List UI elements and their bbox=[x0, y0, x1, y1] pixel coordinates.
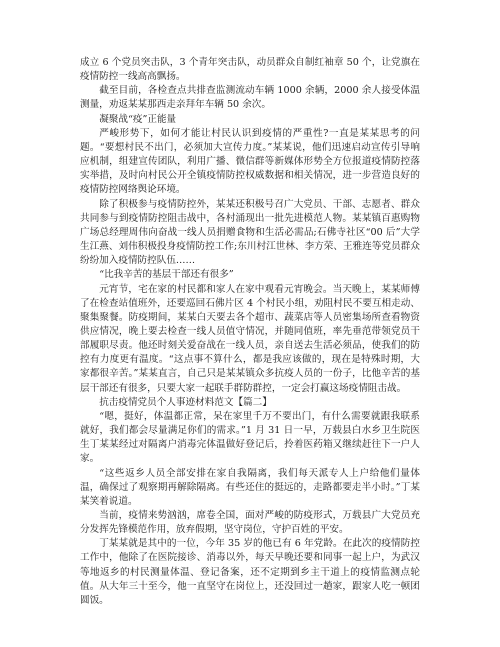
section-heading-grassroots: “比我辛苦的基层干部还有很多” bbox=[99, 269, 234, 281]
paragraph-5: 元宵节，宅在家的村民都和家人在家中观看元宵晚会。当天晚上，某某师傅了在检查站值班外，还要巡回石佛片区 4 个村民小组，劝阻村民不要互相走动、聚集聚餐。防疫期间，某某白天要去各个超市、蔬菜店等人员密集场所查看物资供应情况，晚上要去检查一线人员值守情况，并随同值班，率先垂范带领党员干部履职尽责。他还时刻关爱奋战在一线人员，亲自送去生活必须品，使我们的防控有力度更有温度。“这点事不算什么，都是我应该做的，现在是特殊时期，大家都很辛苦。”某某直言，自己只是某某镇众多抗疫人员的一份子，比他辛苦的基层干部还有很多，只要大家一起联手群防群控，一定会打赢这场疫情阻击战。 bbox=[80, 283, 420, 394]
paragraph-7: “这些返乡人员全部安排在家自我隔离，我们每天派专人上户给他们量体温，确保过了观察期再解除隔离。有些还住的挺远的，走路都要走半小时。”丁某某笑着说道。 bbox=[80, 467, 420, 507]
paragraph-3: 严峻形势下，如何才能让村民认识到疫情的严重性?一直是某某思考的问题。“要想村民不出门，必须加大宣传力度。”某某说，他们迅速启动宣传引导响应机制，组建宣传团队，利用广播、微信群等新媒体形势全方位报道疫情防控落实举措，及时向村民公开全镇疫情防控权威数据和相关情况，进一步营造良好的疫情防控网络舆论环境。 bbox=[80, 127, 420, 196]
paragraph-6: “嗯，挺好，体温都正常，呆在家里千万不要出门，有什么需要就跟我联系就好，我们都会尽量满足你们的需求。”1 月 31 日一早，万载县白水乡卫生院医生丁某某经过对隔离户消毒完体温做好登记后，拎着医药箱又继续赶往下一户人家。 bbox=[80, 410, 420, 465]
article-title-part-two: 抗击疫情党员个人事迹材料范文【篇二】 bbox=[99, 396, 272, 408]
paragraph-9: 丁某某就是其中的一位，今年 35 岁的他已有 6 年党龄。在此次的疫情防控工作中，他除了在医院接诊、消毒以外，每天早晚还要和同事一起上户，为武汉等地返乡的村民测量体温、登记备案，还不定期到乡主干道上的疫情监测点轮值。从大年三十至今，他一直坚守在岗位上，还没回过一趟家，跟家人吃一顿团圆饭。 bbox=[80, 538, 420, 606]
document-body bbox=[80, 56, 420, 608]
section-heading-positive-energy: 凝聚战“疫”正能量 bbox=[99, 113, 177, 125]
paragraph-8: 当前，疫情来势汹汹，席卷全国，面对严峻的防疫形式，万载县广大党员充分发挥先锋模范作用，放弃假期，坚守岗位，守护百姓的平安。 bbox=[80, 510, 420, 536]
paragraph-2: 截至目前，各检查点共排查监测流动车辆 1000 余辆，2000 余人接受体温测量，劝返某某那西走亲拜年车辆 50 余次。 bbox=[80, 85, 420, 111]
paragraph-4: 除了积极参与疫情防控外，某某还积极号召广大党员、干部、志愿者、群众共同参与到疫情防控阻击战中，各村涌现出一批先进模范人物。某某镇百惠购物广场总经理周伟向奋战一线人员捐赠食物和生活必需品;石佛寺社区“00 后”大学生江燕、刘伟积极投身疫情防控工作;东川村江世林、李方荣、王雅连等党员群众纷纷加入疫情防控队伍…… bbox=[80, 198, 420, 267]
paragraph-1: 成立 6 个党员突击队，3 个青年突击队，动员群众自制红袖章 50 个，让党旗在疫情防控一线高高飘扬。 bbox=[80, 57, 420, 83]
